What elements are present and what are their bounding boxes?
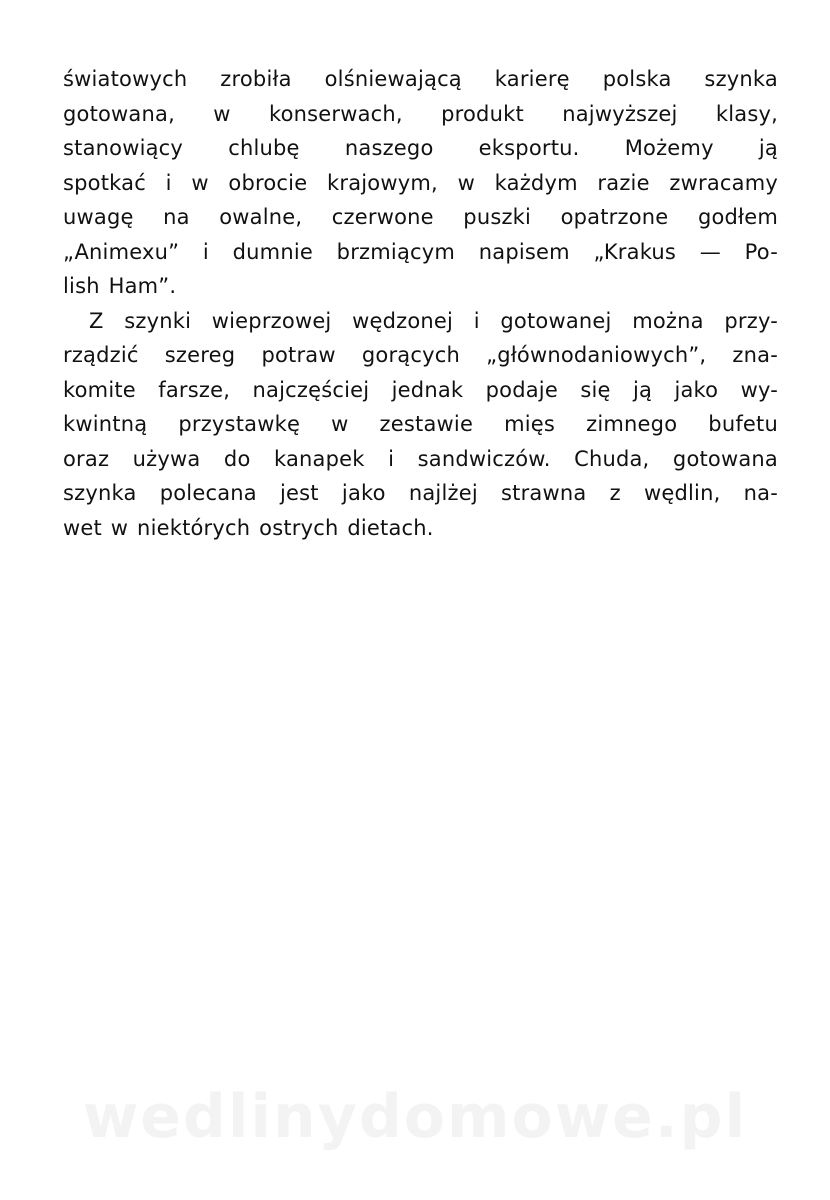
text-line: lish Ham”.: [63, 274, 177, 298]
text-line: szynka polecana jest jako najlżej strawna z wędlin, na-: [63, 481, 778, 505]
text-line: wet w niektórych ostrych dietach.: [63, 515, 434, 540]
text-line: Z szynki wieprzowej wędzonej i gotowanej można przy-: [89, 308, 778, 333]
text-line: rządzić szereg potraw gorących „głównodaniowych”, zna-: [63, 343, 778, 367]
text-line: oraz używa do kanapek i sandwiczów. Chuda, gotowana: [63, 446, 778, 471]
paragraph-1: [63, 62, 778, 304]
text-line: „Animexu” i dumnie brzmiącym napisem „Krakus — Po-: [63, 239, 778, 264]
watermark: wedlinydomowe.pl: [82, 1082, 748, 1152]
text-line: kwintną przystawkę w zestawie mięs zimnego bufetu: [63, 412, 778, 436]
text-line: stanowiący chlubę naszego eksportu. Możemy ją: [63, 136, 778, 160]
text-line: gotowana, w konserwach, produkt najwyższej klasy,: [63, 101, 778, 126]
paragraph-2: [63, 304, 778, 546]
body-text: [63, 62, 778, 545]
text-line: komite farsze, najczęściej jednak podaje się ją jako wy-: [63, 377, 778, 402]
text-line: światowych zrobiła olśniewającą karierę polska szynka: [63, 67, 778, 91]
text-line: uwagę na owalne, czerwone puszki opatrzone godłem: [63, 205, 778, 229]
text-line: spotkać i w obrocie krajowym, w każdym razie zwracamy: [63, 170, 778, 195]
